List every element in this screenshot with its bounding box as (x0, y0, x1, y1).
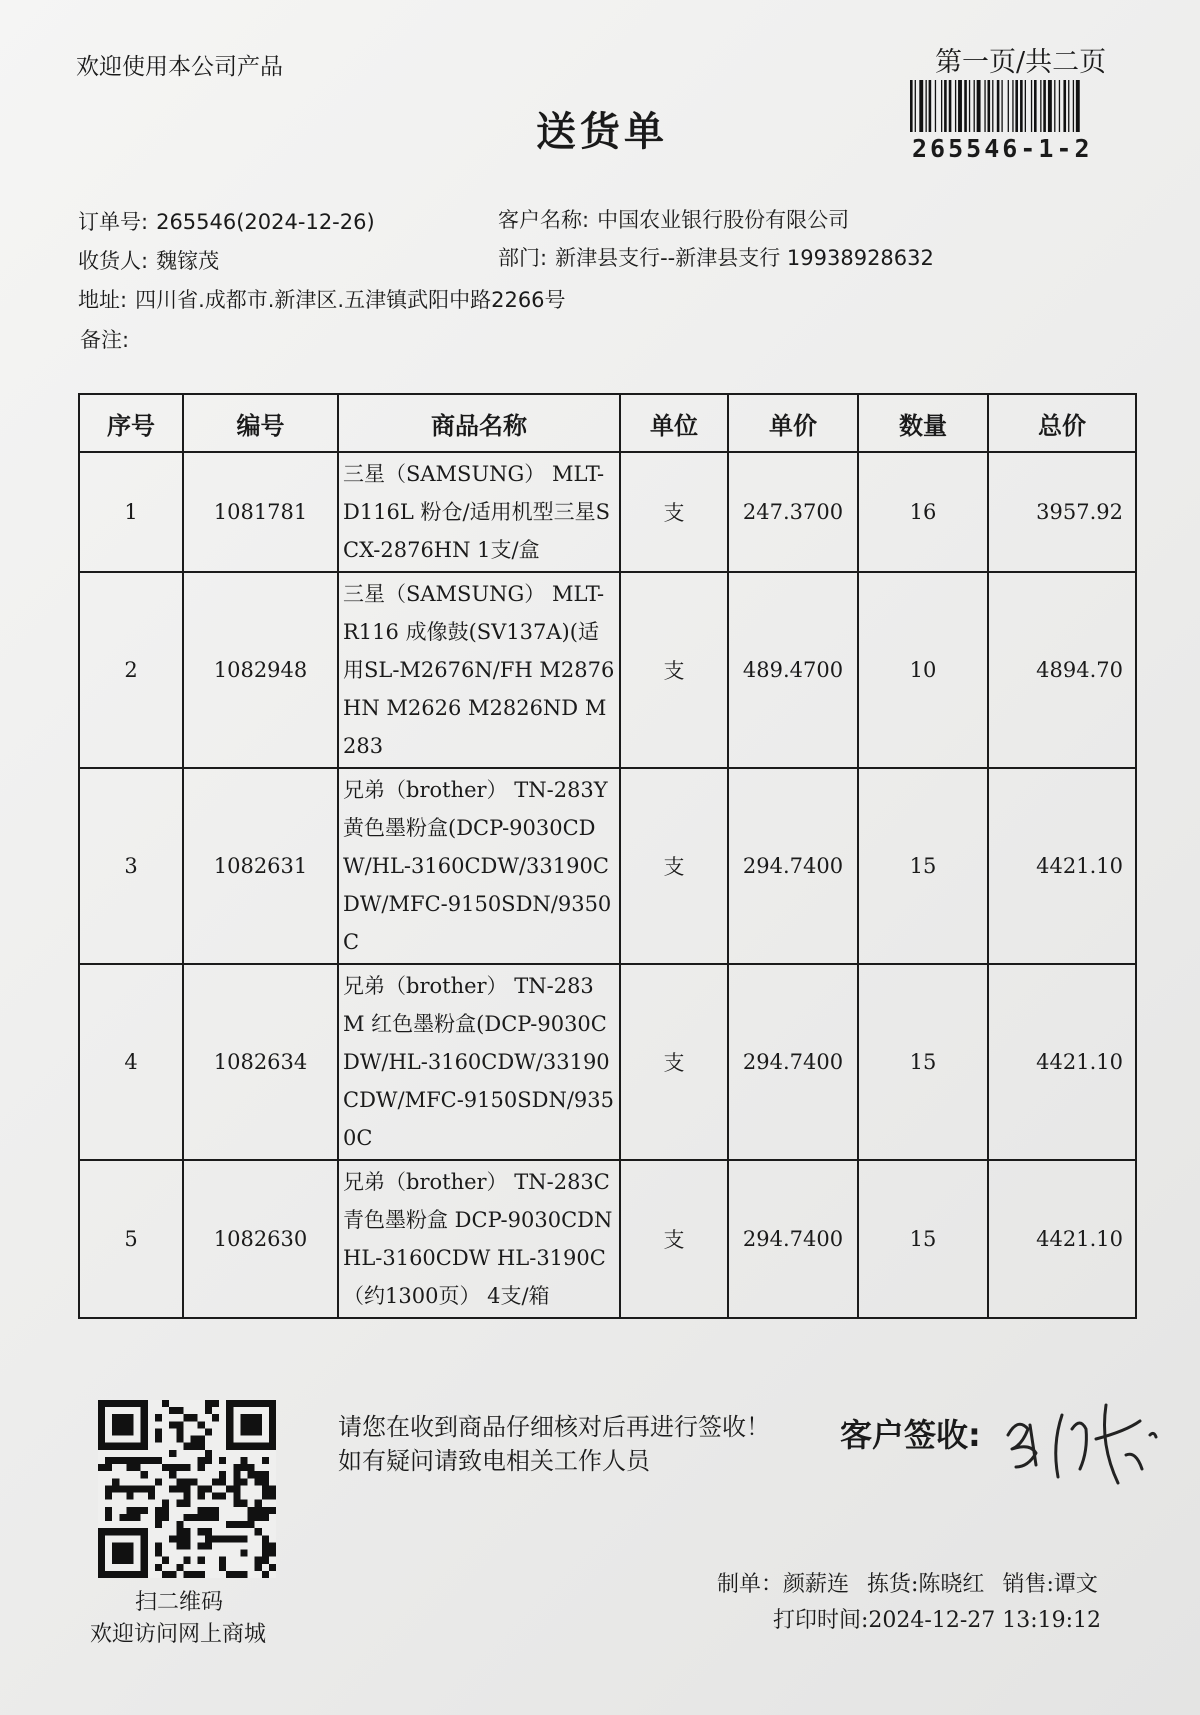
cell-product-name: 三星（SAMSUNG） MLT-R116 成像鼓(SV137A)(适用SL-M2676N/FH M2876HN M2626 M2826ND M283 (338, 572, 620, 768)
cell-product-name: 兄弟（brother） TN-283M 红色墨粉盒(DCP-9030CDW/HL-3160CDW/33190CDW/MFC-9150SDN/9350C (338, 964, 620, 1160)
receiver-value: 魏镓茂 (156, 249, 220, 273)
address-field (78, 284, 566, 314)
cell-serial: 5 (79, 1160, 183, 1318)
print-time: 打印时间:2024-12-27 13:19:12 (773, 1608, 1102, 1633)
cell-unit: 支 (620, 452, 728, 572)
header-quantity: 数量 (858, 394, 988, 452)
customer-name-label: 客户名称: (498, 208, 590, 232)
header-total: 总价 (988, 394, 1136, 452)
cell-code: 1081781 (183, 452, 338, 572)
cell-unit-price: 247.3700 (728, 452, 858, 572)
cell-quantity: 15 (858, 768, 988, 964)
cell-unit: 支 (620, 964, 728, 1160)
cell-quantity: 16 (858, 452, 988, 572)
department-value: 新津县支行--新津县支行 19938928632 (555, 246, 934, 270)
cell-code: 1082634 (183, 964, 338, 1160)
cell-total: 4421.10 (988, 964, 1136, 1160)
header-unit: 单位 (620, 394, 728, 452)
table-row (79, 768, 1136, 964)
qr-caption-scan: 扫二维码 (135, 1590, 224, 1615)
table-header-row (79, 394, 1136, 452)
cell-quantity: 15 (858, 964, 988, 1160)
order-number-value: 265546(2024-12-26) (156, 210, 375, 234)
cell-product-name: 兄弟（brother） TN-283C 青色墨粉盒 DCP-9030CDN HL-3160CDW HL-3190C （约1300页） 4支/箱 (338, 1160, 620, 1318)
verification-notice: 请您在收到商品仔细核对后再进行签收！如有疑问请致电相关工作人员 (338, 1413, 770, 1475)
cell-total: 4421.10 (988, 1160, 1136, 1318)
cell-total: 3957.92 (988, 452, 1136, 572)
remark-field (80, 324, 137, 354)
picker-text: 拣货:陈晓红 (867, 1572, 985, 1597)
address-label: 地址: (78, 288, 128, 312)
header-product-name: 商品名称 (338, 394, 620, 452)
qr-caption-visit: 欢迎访问网上商城 (90, 1622, 267, 1647)
customer-name-value: 中国农业银行股份有限公司 (597, 208, 850, 232)
cell-code: 1082631 (183, 768, 338, 964)
table-row (79, 964, 1136, 1160)
goods-table (78, 393, 1137, 1319)
cell-quantity: 15 (858, 1160, 988, 1318)
cell-unit-price: 294.7400 (728, 768, 858, 964)
cell-total: 4894.70 (988, 572, 1136, 768)
cell-product-name: 兄弟（brother） TN-283Y 黄色墨粉盒(DCP-9030CDW/HL-3160CDW/33190CDW/MFC-9150SDN/9350C (338, 768, 620, 964)
order-number-field (78, 206, 375, 236)
cell-code: 1082948 (183, 572, 338, 768)
cell-unit: 支 (620, 768, 728, 964)
qr-code-image (98, 1400, 276, 1578)
cell-serial: 1 (79, 452, 183, 572)
cell-unit-price: 489.4700 (728, 572, 858, 768)
order-number-label: 订单号: (78, 210, 149, 234)
cell-code: 1082630 (183, 1160, 338, 1318)
cell-serial: 2 (79, 572, 183, 768)
table-row (79, 452, 1136, 572)
staff-line (717, 1567, 1116, 1598)
cell-product-name: 三星（SAMSUNG） MLT-D116L 粉仓/适用机型三星SCX-2876HN 1支/盒 (338, 452, 620, 572)
page-indicator: 第一页/共二页 (935, 47, 1107, 78)
receiver-label: 收货人: (78, 249, 149, 273)
header-unit-price: 单价 (728, 394, 858, 452)
document-title: 送货单 (536, 109, 668, 155)
remark-label: 备注: (80, 328, 130, 352)
customer-signature-label: 客户签收: (840, 1416, 981, 1454)
cell-total: 4421.10 (988, 768, 1136, 964)
table-row (79, 1160, 1136, 1318)
sales-text: 销售:谭文 (1002, 1572, 1098, 1597)
department-label: 部门: (498, 246, 548, 270)
cell-unit: 支 (620, 1160, 728, 1318)
receiver-field (78, 245, 219, 275)
cell-serial: 3 (79, 768, 183, 964)
welcome-text: 欢迎使用本公司产品 (76, 54, 283, 80)
header-code: 编号 (183, 394, 338, 452)
barcode-number: 265546-1-2 (912, 134, 1093, 163)
barcode-image (910, 80, 1128, 132)
cell-serial: 4 (79, 964, 183, 1160)
department-field (498, 242, 934, 272)
cell-unit-price: 294.7400 (728, 964, 858, 1160)
cell-unit-price: 294.7400 (728, 1160, 858, 1318)
maker-text: 制单：颜薪连 (717, 1572, 850, 1597)
cell-quantity: 10 (858, 572, 988, 768)
header-serial: 序号 (79, 394, 183, 452)
handwritten-signature (1000, 1395, 1170, 1495)
table-row (79, 572, 1136, 768)
cell-unit: 支 (620, 572, 728, 768)
customer-name-field (498, 204, 849, 234)
address-value: 四川省.成都市.新津区.五津镇武阳中路2266号 (135, 288, 566, 312)
